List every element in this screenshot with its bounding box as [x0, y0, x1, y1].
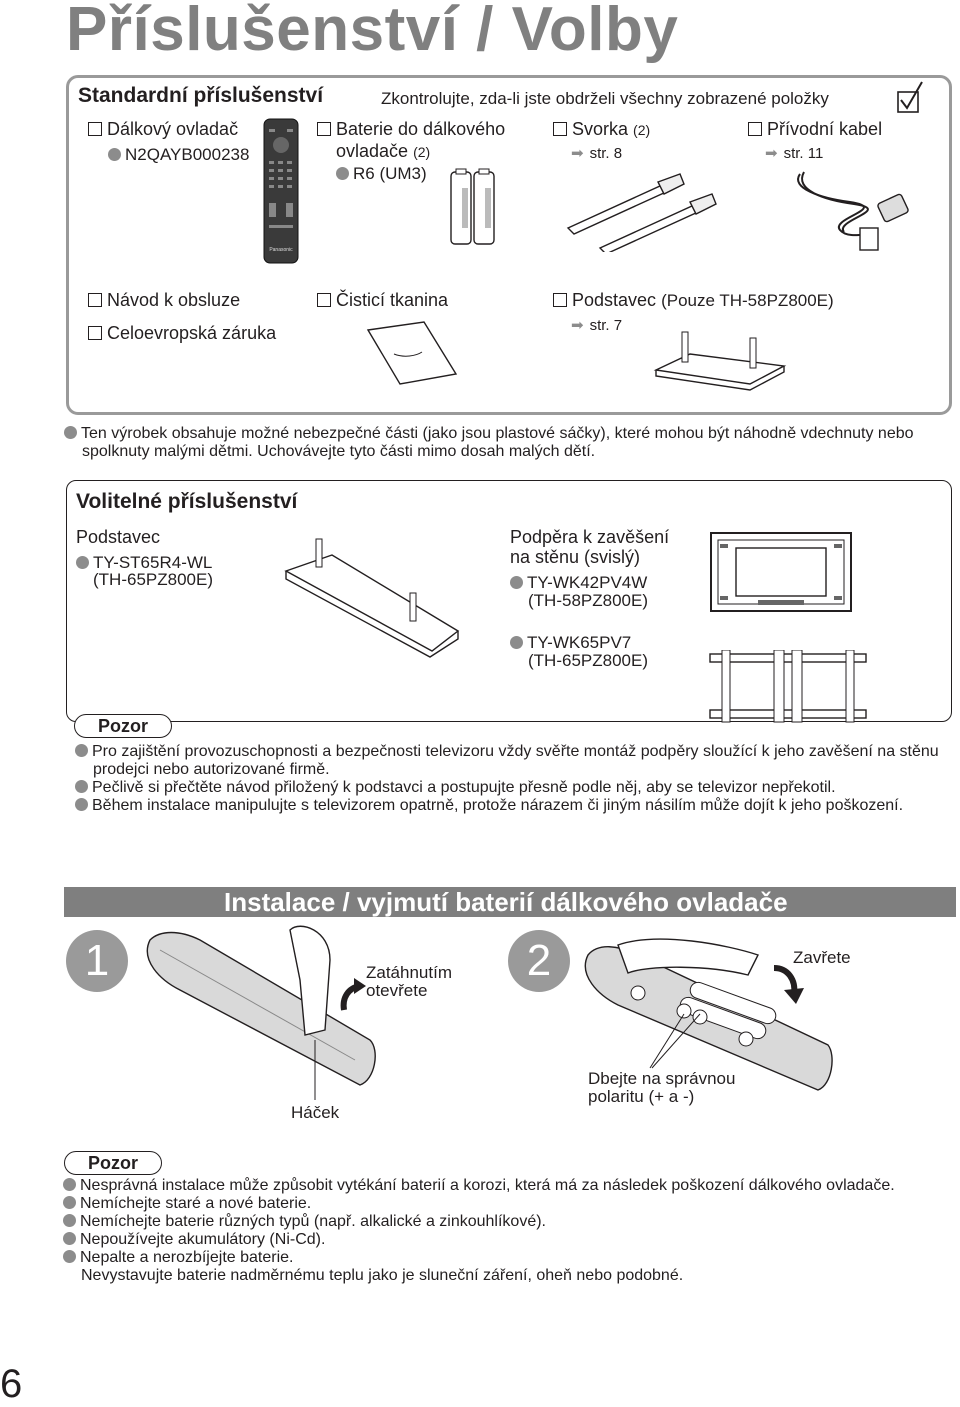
checkbox-checked-icon	[896, 80, 924, 114]
caution-item: Nesprávná instalace může způsobit vytékání baterií a korozi, která má za následek poškození dálkového ovladače.	[81, 1177, 941, 1195]
step1-pull: Zatáhnutím	[366, 963, 452, 982]
bullet-icon	[108, 148, 121, 161]
close-arrow-icon	[770, 962, 806, 1006]
bullet-icon	[63, 1250, 76, 1263]
bullet-icon	[63, 1232, 76, 1245]
item-manual: Návod k obsluze	[88, 290, 240, 311]
checkbox-icon	[88, 326, 102, 340]
curved-arrow-icon	[338, 978, 368, 1012]
caution-item: Nepalte a nerozbíjejte baterie.	[81, 1249, 941, 1267]
caution-item: Nemíchejte staré a nové baterie.	[81, 1195, 941, 1213]
step2-polarity-2: polaritu (+ a -)	[588, 1087, 695, 1106]
item-remote-label: Dálkový ovladač	[107, 119, 239, 139]
clamp-image	[560, 168, 720, 252]
standard-accessories-heading: Standardní příslušenství	[78, 84, 324, 107]
bullet-icon	[63, 1196, 76, 1209]
item-batteries-line2: ovladače (2)	[336, 141, 431, 161]
checkbox-icon	[553, 122, 567, 136]
step2-close: Zavřete	[793, 948, 851, 967]
optional-stand-code: TY-ST65R4-WL	[76, 553, 212, 573]
bullet-icon	[64, 426, 77, 439]
checkbox-icon	[88, 293, 102, 307]
bullet-icon	[75, 744, 88, 757]
small-parts-warning: Ten výrobek obsahuje možné nebezpečné části (jako jsou plastové sáčky), které mohou být náhodně vdechnuty nebo spolknuty malými dětmi. Uchovávejte tyto části mimo dosah malých dětí.	[82, 425, 952, 461]
bracket-model-2: (TH-65PZ800E)	[528, 651, 648, 670]
optional-stand-image	[282, 535, 462, 659]
bullet-icon	[510, 636, 523, 649]
item-remote	[88, 119, 238, 140]
bracket-code-2: TY-WK65PV7	[510, 633, 631, 653]
bullet-icon	[63, 1178, 76, 1191]
caution-item: Nepoužívejte akumulátory (Ni-Cd).	[81, 1231, 941, 1249]
bracket-label-2: na stěnu (svislý)	[510, 547, 641, 567]
checkbox-icon	[317, 293, 331, 307]
polarity-pointer-lines	[630, 1010, 710, 1070]
batteries-image	[448, 166, 498, 248]
arrow-right-icon: ➡	[571, 317, 584, 334]
brand-logo: Panasonic	[269, 247, 293, 253]
step1-open: otevřete	[366, 981, 428, 1000]
optional-cautions	[93, 743, 951, 815]
caution-note: Nevystavujte baterie nadměrnému teplu jako je sluneční záření, oheň nebo podobné.	[81, 1267, 684, 1284]
power-cable-image	[790, 168, 920, 260]
checkbox-icon	[748, 122, 762, 136]
wall-bracket-vertical-image	[708, 530, 854, 614]
step-2-number: 2	[508, 930, 570, 992]
arrow-right-icon: ➡	[571, 145, 584, 162]
checkbox-icon	[88, 122, 102, 136]
item-clamp: Svorka (2)	[553, 119, 650, 140]
bullet-icon	[76, 556, 89, 569]
bracket-label-1: Podpěra k zavěšení	[510, 527, 670, 547]
page-number: 6	[0, 1362, 23, 1406]
bullet-icon	[75, 780, 88, 793]
stand-image	[650, 326, 790, 392]
optional-accessories-heading: Volitelné příslušenství	[76, 490, 298, 513]
item-clamp-ref: ➡ str. 8	[571, 145, 623, 162]
step1-hook: Háček	[291, 1103, 340, 1122]
page-title: Příslušenství / Volby	[66, 0, 679, 64]
checkbox-icon	[317, 122, 331, 136]
caution-label-battery: Pozor	[64, 1151, 162, 1175]
caution-item: Pečlivě si přečtěte návod přiložený k podstavci a postupujte přesně podle něj, aby se televizor nepřekotil.	[93, 779, 951, 797]
bullet-icon	[510, 576, 523, 589]
caution-label-optional: Pozor	[74, 714, 172, 738]
remote-control-image	[262, 117, 300, 265]
optional-stand-label: Podstavec	[76, 527, 161, 547]
item-stand: Podstavec (Pouze TH-58PZ800E)	[553, 290, 834, 311]
check-note: Zkontrolujte, zda-li jste obdrželi všechny zobrazené položky	[381, 89, 829, 108]
bracket-code-1: TY-WK42PV4W	[510, 573, 647, 593]
caution-item: Během instalace manipulujte s televizorem opatrně, protože nárazem či jiným násilím může dojít k jeho poškození.	[93, 797, 951, 815]
caution-item: Pro zajištění provozuschopnosti a bezpečnosti televizoru vždy svěřte montáž podpěry sloužící k jeho zavěšení na stěnu prodejci nebo autorizované firmě.	[93, 743, 951, 779]
optional-stand-model: (TH-65PZ800E)	[93, 570, 213, 589]
step-1-number: 1	[66, 930, 128, 992]
item-warranty: Celoevropská záruka	[88, 323, 276, 344]
item-cable: Přívodní kabel	[748, 119, 882, 140]
item-batteries: Baterie do dálkového	[317, 119, 505, 140]
battery-cautions	[81, 1177, 941, 1285]
arrow-right-icon: ➡	[765, 145, 778, 162]
cleaning-cloth-image	[364, 318, 460, 386]
bullet-icon	[75, 798, 88, 811]
item-remote-code: N2QAYB000238	[108, 145, 249, 165]
step2-polarity-1: Dbejte na správnou	[588, 1069, 736, 1088]
wall-bracket-wide-image	[708, 650, 868, 724]
item-batteries-code: R6 (UM3)	[336, 164, 427, 184]
checkbox-icon	[553, 293, 567, 307]
item-cloth: Čisticí tkanina	[317, 290, 448, 311]
bullet-icon	[63, 1214, 76, 1227]
item-stand-ref: ➡ str. 7	[571, 317, 623, 334]
bracket-model-1: (TH-58PZ800E)	[528, 591, 648, 610]
battery-section-heading: Instalace / vyjmutí baterií dálkového ovladače	[224, 887, 788, 917]
bullet-icon	[336, 167, 349, 180]
item-cable-ref: ➡ str. 11	[765, 145, 824, 162]
caution-item: Nemíchejte baterie různých typů (např. alkalické a zinkouhlíkové).	[81, 1213, 941, 1231]
